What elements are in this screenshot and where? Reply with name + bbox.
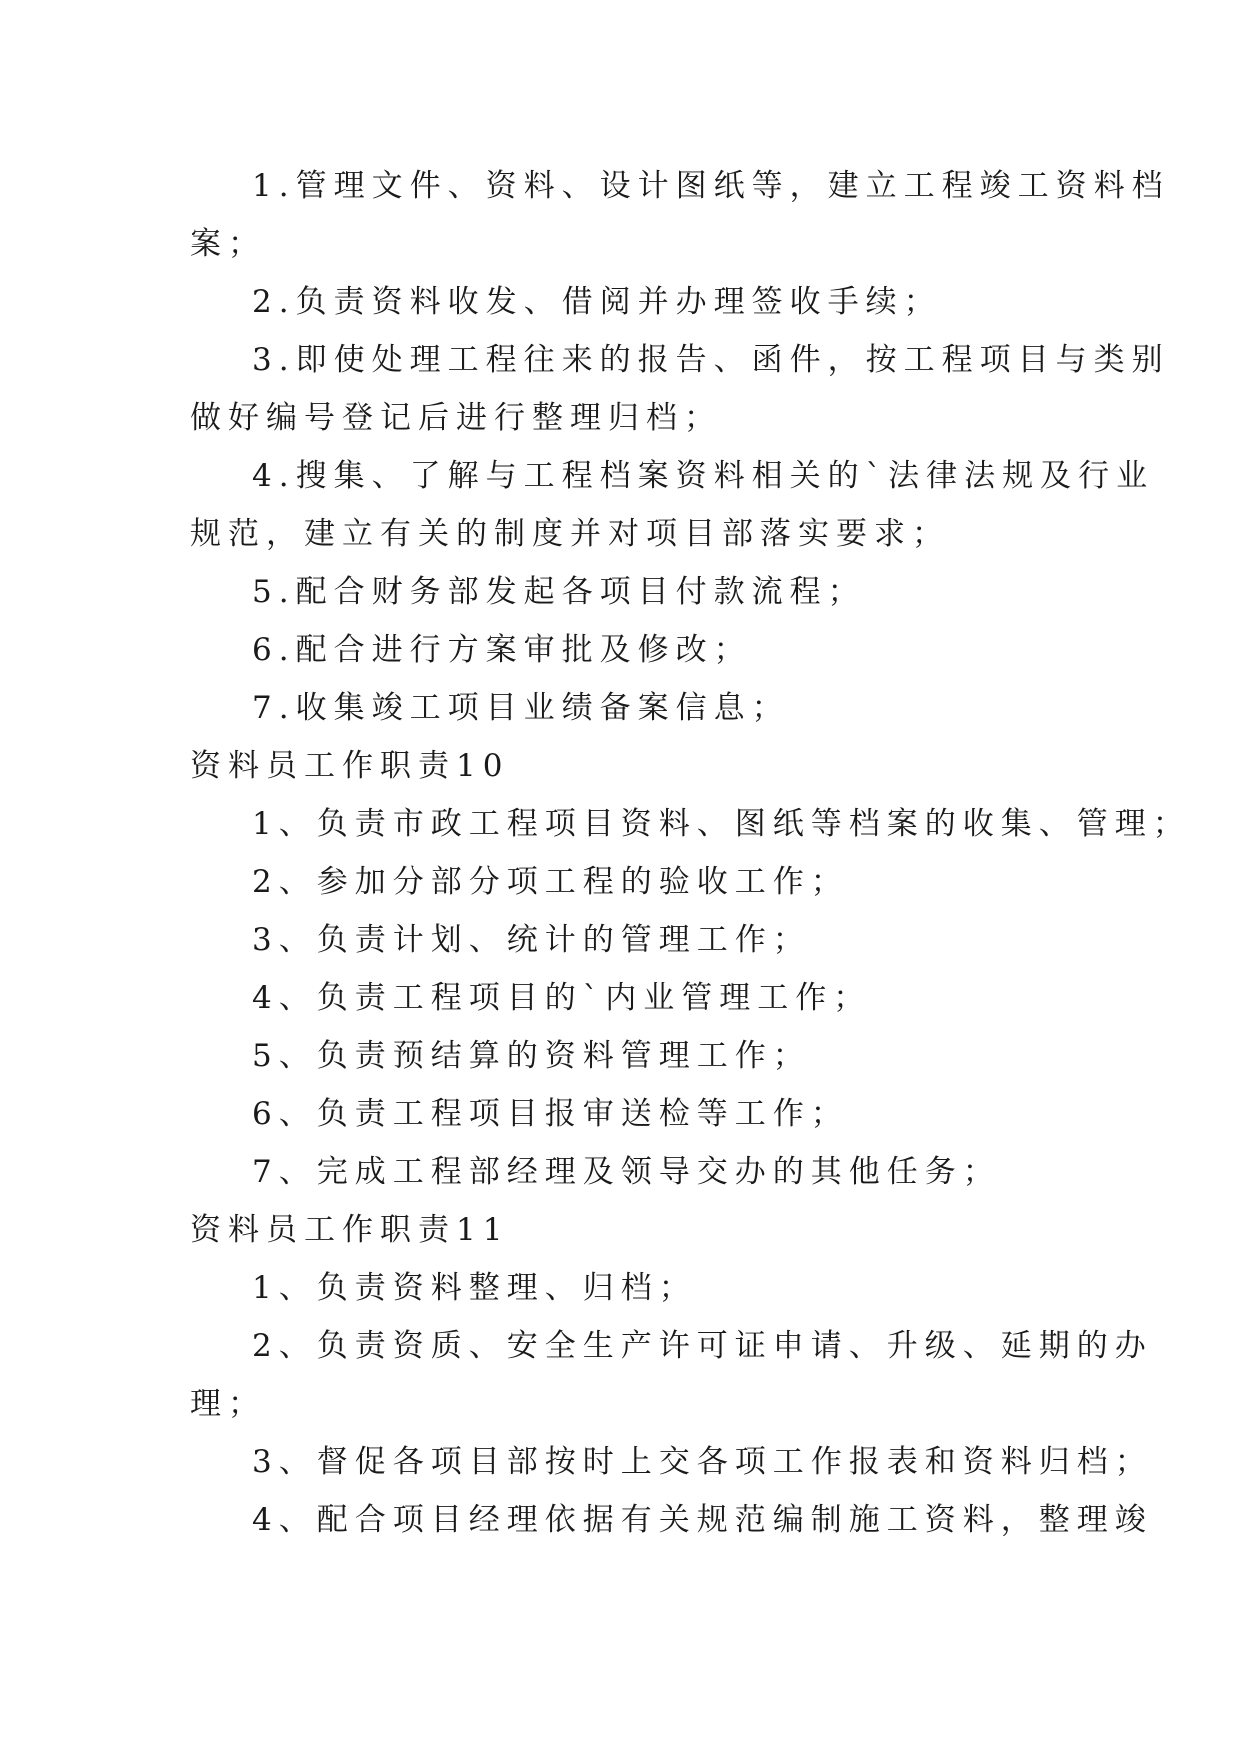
- paragraph-line: 案；: [190, 226, 266, 262]
- paragraph-line: 6、负责工程项目报审送检等工作；: [252, 1096, 849, 1132]
- paragraph-line: 2.负责资料收发、借阅并办理签收手续；: [252, 284, 942, 320]
- section-heading: 资料员工作职责10: [190, 748, 510, 784]
- paragraph-line: 2、参加分部分项工程的验收工作；: [252, 864, 849, 900]
- paragraph-line: 3.即使处理工程往来的报告、函件，按工程项目与类别: [252, 342, 1170, 378]
- paragraph-line: 4、负责工程项目的`内业管理工作；: [252, 980, 872, 1016]
- paragraph-line: 1.管理文件、资料、设计图纸等，建立工程竣工资料档: [252, 168, 1170, 204]
- paragraph-line: 6.配合进行方案审批及修改；: [252, 632, 752, 668]
- paragraph-line: 5.配合财务部发起各项目付款流程；: [252, 574, 866, 610]
- paragraph-line: 2、负责资质、安全生产许可证申请、升级、延期的办: [252, 1328, 1153, 1364]
- paragraph-line: 做好编号登记后进行整理归档；: [190, 400, 722, 436]
- paragraph-line: 7.收集竣工项目业绩备案信息；: [252, 690, 790, 726]
- paragraph-line: 3、负责计划、统计的管理工作；: [252, 922, 811, 958]
- paragraph-line: 1、负责资料整理、归档；: [252, 1270, 697, 1306]
- paragraph-line: 5、负责预结算的资料管理工作；: [252, 1038, 811, 1074]
- section-heading: 资料员工作职责11: [190, 1212, 510, 1248]
- paragraph-line: 4.搜集、了解与工程档案资料相关的`法律法规及行业: [252, 458, 1155, 494]
- paragraph-line: 1、负责市政工程项目资料、图纸等档案的收集、管理；: [252, 806, 1191, 842]
- paragraph-line: 4、配合项目经理依据有关规范编制施工资料，整理竣: [252, 1502, 1153, 1538]
- paragraph-line: 规范，建立有关的制度并对项目部落实要求；: [190, 516, 950, 552]
- paragraph-line: 7、完成工程部经理及领导交办的其他任务；: [252, 1154, 1001, 1190]
- paragraph-line: 3、督促各项目部按时上交各项工作报表和资料归档；: [252, 1444, 1153, 1480]
- paragraph-line: 理；: [190, 1386, 266, 1422]
